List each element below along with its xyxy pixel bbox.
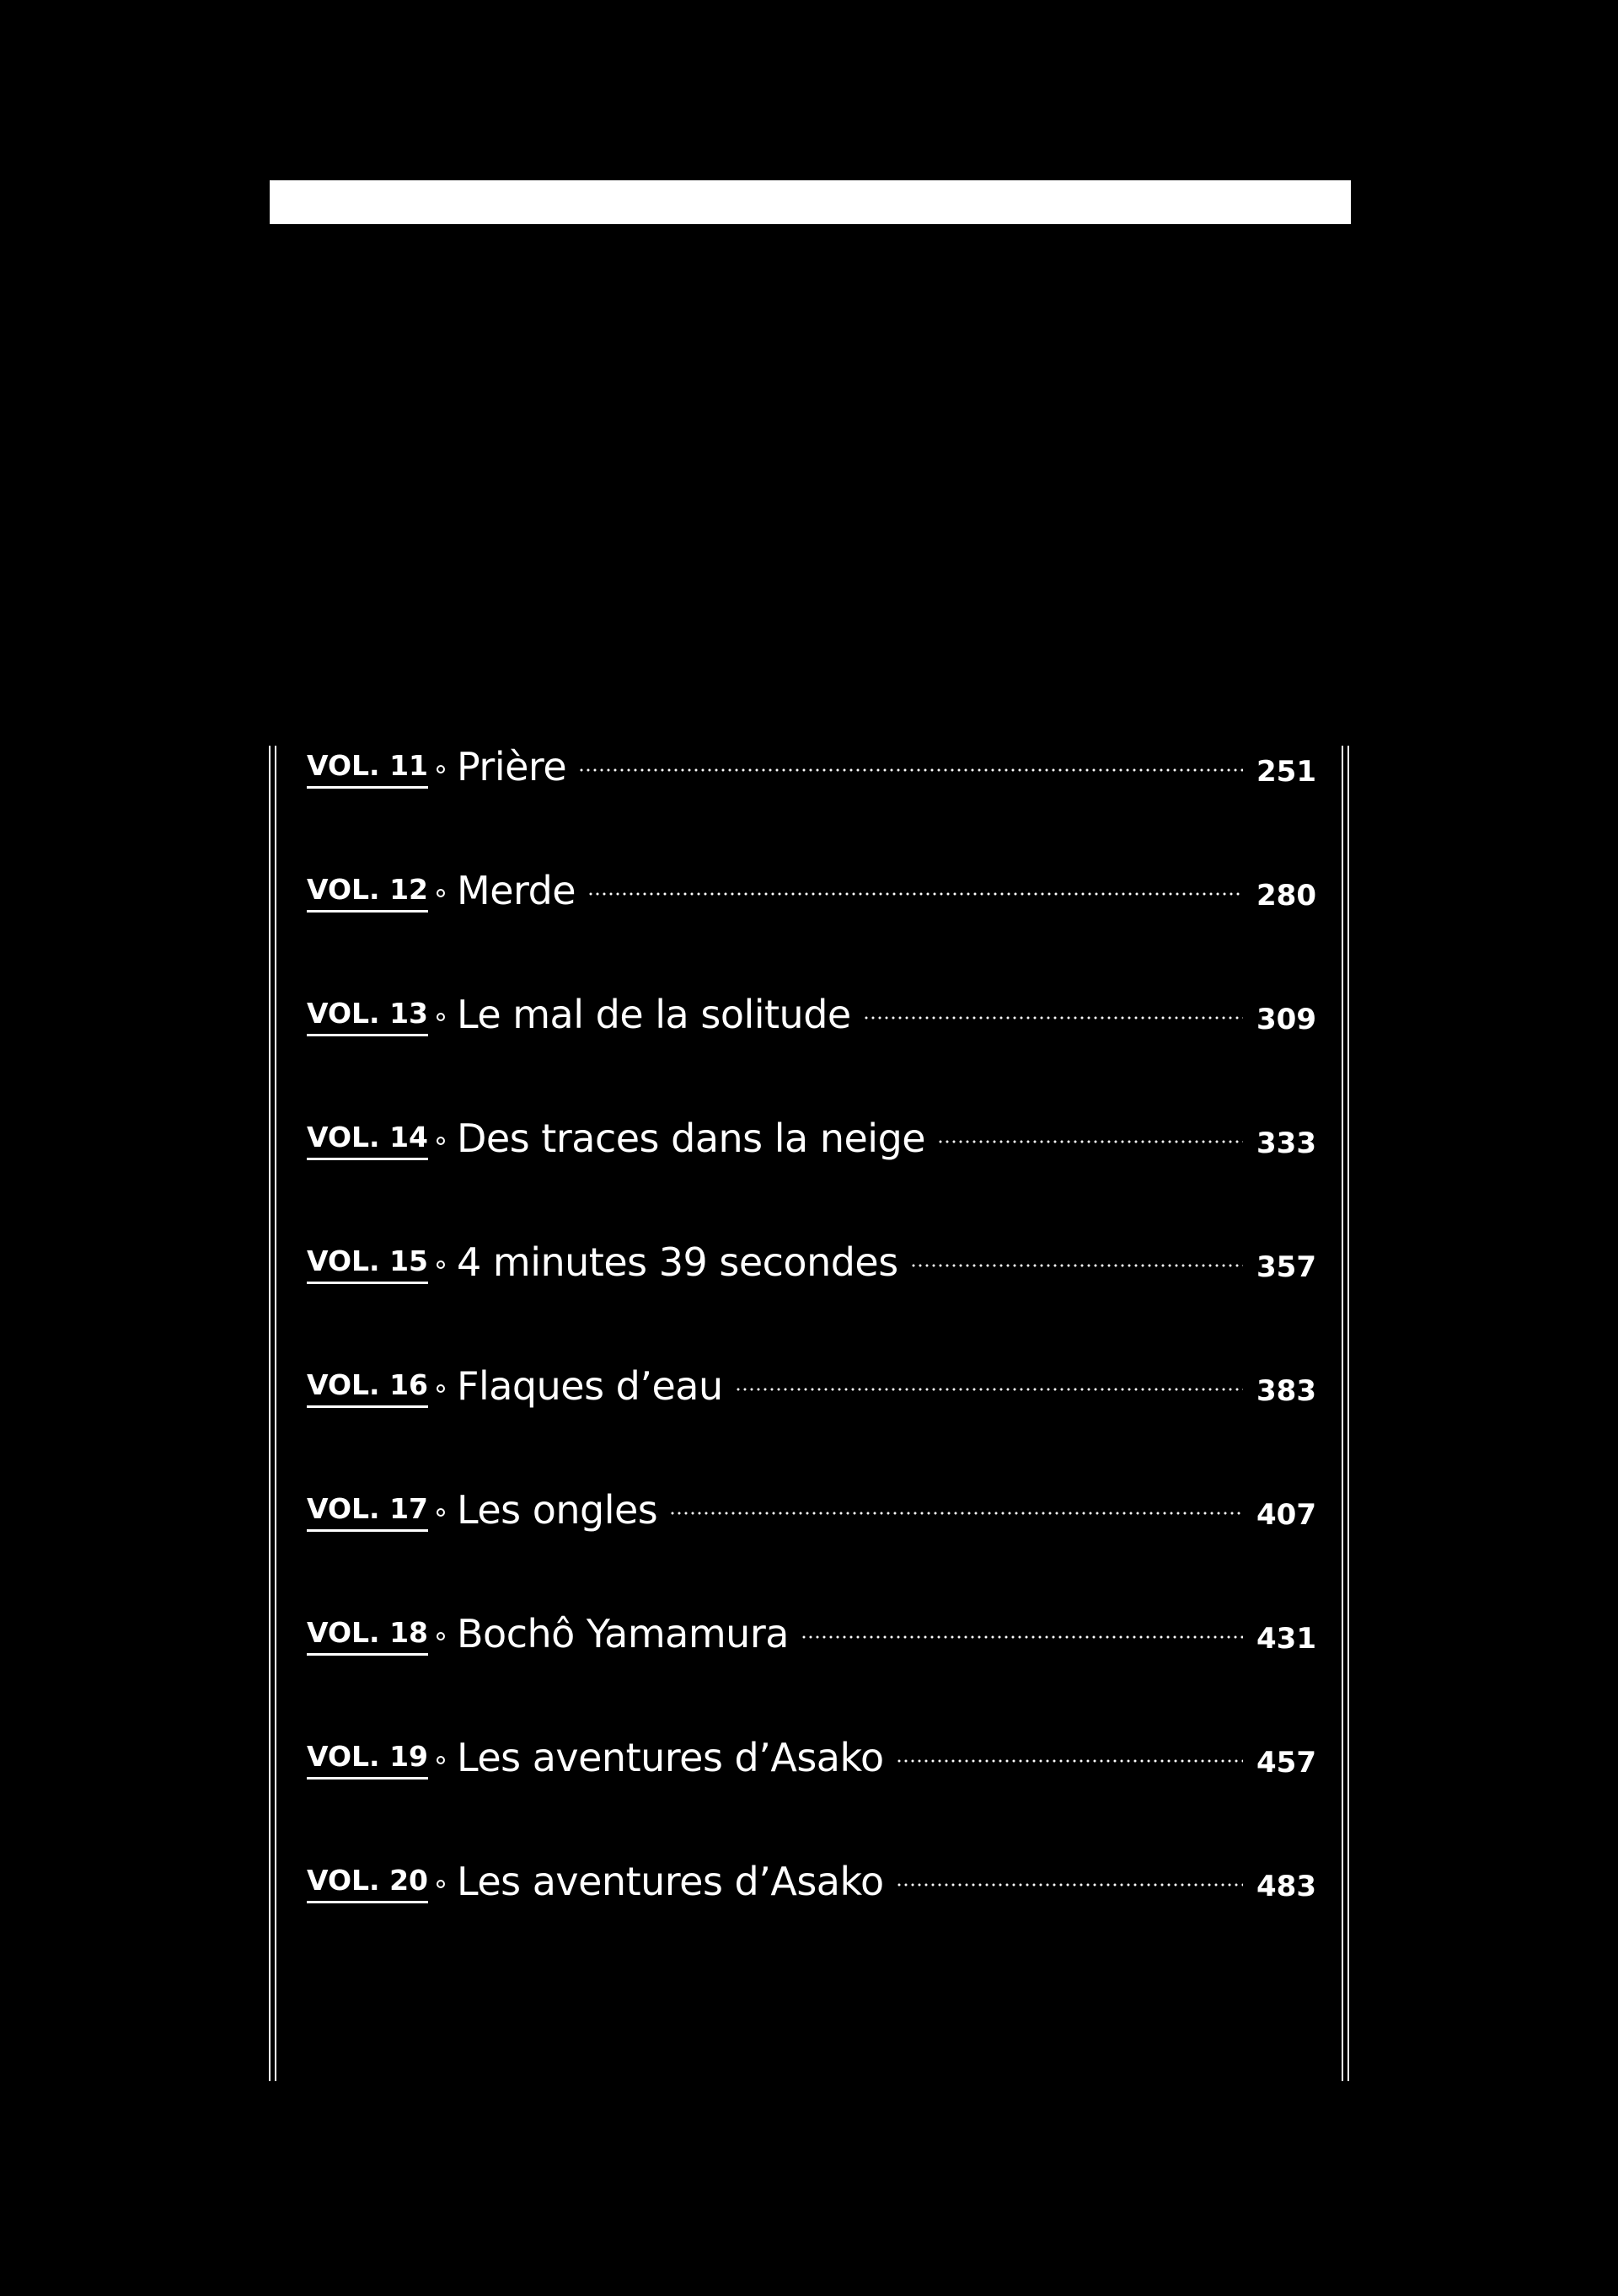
- chapter-title: Les ongles: [457, 1487, 658, 1533]
- dot-leader: [735, 1388, 1243, 1391]
- toc-entry: [307, 989, 1316, 1113]
- dot-leader: [587, 892, 1243, 896]
- bullet-icon: [437, 1260, 445, 1269]
- toc-entry: [307, 1113, 1316, 1237]
- bullet-icon: [437, 1508, 445, 1517]
- page-number: 357: [1256, 1250, 1316, 1284]
- volume-label: VOL. 13: [307, 997, 428, 1036]
- bullet-icon: [437, 765, 445, 773]
- bullet-icon: [437, 1756, 445, 1764]
- dot-leader: [937, 1140, 1243, 1143]
- page-number: 457: [1256, 1746, 1316, 1780]
- toc-entry: [307, 1237, 1316, 1361]
- toc-entry: [307, 1361, 1316, 1485]
- dot-leader: [863, 1016, 1243, 1020]
- toc-entry: [307, 1732, 1316, 1856]
- page-number: 333: [1256, 1127, 1316, 1160]
- left-frame-line: [269, 746, 276, 2081]
- page-number: 309: [1256, 1003, 1316, 1036]
- chapter-title: Des traces dans la neige: [457, 1116, 926, 1161]
- page-number: 280: [1256, 879, 1316, 913]
- toc-entry: [307, 1856, 1316, 1980]
- dot-leader: [896, 1759, 1243, 1763]
- table-of-contents: [307, 741, 1316, 1980]
- volume-label: VOL. 18: [307, 1616, 428, 1656]
- chapter-title: 4 minutes 39 secondes: [457, 1239, 898, 1285]
- bullet-icon: [437, 1013, 445, 1021]
- page-number: 251: [1256, 755, 1316, 789]
- dot-leader: [801, 1635, 1243, 1639]
- page-number: 383: [1256, 1374, 1316, 1408]
- chapter-title: Le mal de la solitude: [457, 992, 851, 1037]
- bullet-icon: [437, 1137, 445, 1145]
- volume-label: VOL. 20: [307, 1864, 428, 1903]
- chapter-title: Prière: [457, 744, 567, 789]
- chapter-title: Les aventures d’Asako: [457, 1735, 884, 1780]
- chapter-title: Merde: [457, 868, 576, 913]
- bullet-icon: [437, 1384, 445, 1393]
- volume-label: VOL. 12: [307, 873, 428, 913]
- chapter-title: Les aventures d’Asako: [457, 1859, 884, 1904]
- bullet-icon: [437, 889, 445, 897]
- volume-label: VOL. 17: [307, 1492, 428, 1532]
- page-number: 483: [1256, 1870, 1316, 1903]
- header-bar: [270, 180, 1351, 224]
- volume-label: VOL. 14: [307, 1121, 428, 1160]
- toc-entry: [307, 741, 1316, 865]
- right-frame-line: [1342, 746, 1349, 2081]
- volume-label: VOL. 16: [307, 1368, 428, 1408]
- dot-leader: [578, 768, 1243, 772]
- chapter-title: Bochô Yamamura: [457, 1611, 789, 1656]
- toc-entry: [307, 1485, 1316, 1608]
- dot-leader: [896, 1883, 1243, 1887]
- volume-label: VOL. 19: [307, 1740, 428, 1780]
- volume-label: VOL. 15: [307, 1244, 428, 1284]
- bullet-icon: [437, 1632, 445, 1640]
- volume-label: VOL. 11: [307, 749, 428, 789]
- bullet-icon: [437, 1880, 445, 1888]
- page-number: 431: [1256, 1622, 1316, 1656]
- dot-leader: [910, 1264, 1243, 1267]
- toc-entry: [307, 1608, 1316, 1732]
- chapter-title: Flaques d’eau: [457, 1363, 723, 1409]
- toc-entry: [307, 865, 1316, 989]
- page-number: 407: [1256, 1498, 1316, 1532]
- dot-leader: [669, 1512, 1243, 1515]
